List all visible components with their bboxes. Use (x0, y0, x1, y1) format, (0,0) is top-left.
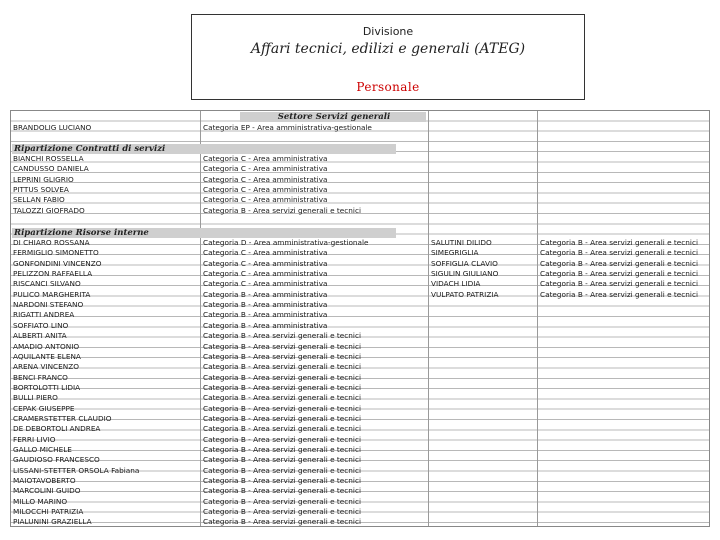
employee-name: SOFFIGLIA CLAVIO (431, 258, 498, 268)
employee-role: Categoria B - Area servizi generali e tecnici (203, 331, 361, 341)
section-header-servizi-generali: Settore Servizi generali (240, 112, 426, 122)
employee-role: Categoria B - Area servizi generali e tecnici (203, 465, 361, 475)
employee-role: Categoria C - Area amministrativa (203, 164, 328, 174)
employee-role: Categoria C - Area amministrativa (203, 185, 328, 195)
employee-role: Categoria B - Area servizi generali e tecnici (540, 258, 698, 268)
employee-name: PIALUNINI GRAZIELLA (13, 517, 92, 527)
employee-name: ARENA VINCENZO (13, 362, 79, 372)
employee-role: Categoria C - Area amministrativa (203, 279, 328, 289)
employee-role: Categoria B - Area amministrativa (203, 289, 328, 299)
employee-name: SIMEGRIGLIA (431, 248, 479, 258)
employee-name: MAIOTAVOBERTO (13, 476, 76, 486)
employee-name: GAUDIOSO FRANCESCO (13, 455, 100, 465)
employee-name: BENCI FRANCO (13, 372, 68, 382)
employee-name: RISCANCI SILVANO (13, 279, 81, 289)
employee-role: Categoria B - Area servizi generali e tecnici (203, 205, 361, 215)
division-subtitle: Affari tecnici, edilizi e generali (ATEG) (250, 41, 526, 57)
employee-name: TALOZZI GIOFRADO (13, 205, 85, 215)
employee-role: Categoria B - Area servizi generali e tecnici (203, 517, 361, 527)
employee-role: Categoria B - Area servizi generali e tecnici (540, 269, 698, 279)
employee-name: PELIZZON RAFFAELLA (13, 269, 93, 279)
employee-role: Categoria C - Area amministrativa (203, 258, 328, 268)
employee-name: PULICO MARGHERITA (13, 289, 91, 299)
employee-role: Categoria B - Area servizi generali e tecnici (203, 486, 361, 496)
employee-name: AMADIO ANTONIO (13, 341, 80, 351)
employee-name: MILLO MARINO (13, 496, 68, 506)
employee-role: Categoria D - Area amministrativa-gestionale (203, 238, 369, 247)
employee-name: GALLO MICHELE (13, 445, 72, 454)
employee-role: Categoria B - Area servizi generali e tecnici (203, 434, 361, 444)
employee-role: Categoria B - Area servizi generali e tecnici (203, 382, 361, 392)
employee-role: Categoria C - Area amministrativa (203, 174, 328, 184)
employee-name: DI CHIARO ROSSANA (13, 238, 90, 247)
header-box (191, 14, 585, 100)
employee-role: Categoria B - Area servizi generali e tecnici (203, 403, 361, 413)
employee-name: CANDUSSO DANIELA (13, 164, 89, 174)
employee-role: Categoria C - Area amministrativa (203, 269, 328, 279)
employee-name: ALBERTI ANITA (13, 331, 67, 341)
employee-name: VIDACH LIDIA (431, 279, 481, 289)
employee-name: MILOCCHI PATRIZIA (13, 507, 84, 517)
employee-role: Categoria B - Area servizi generali e tecnici (203, 507, 361, 517)
employee-role: Categoria B - Area servizi generali e tecnici (203, 362, 361, 372)
employee-name: PITTUS SOLVEA (13, 185, 69, 195)
employee-name: BRANDOLIG LUCIANO (13, 123, 92, 132)
employee-role: Categoria B - Area servizi generali e tecnici (203, 476, 361, 486)
employee-name: CRAMERSTETTER CLAUDIO (13, 413, 112, 423)
employee-role: Categoria B - Area servizi generali e tecnici (203, 424, 361, 434)
division-label: Divisione (362, 25, 414, 38)
employee-name: SIGULIN GIULIANO (431, 269, 499, 279)
employee-role: Categoria B - Area amministrativa (203, 320, 328, 330)
section-header-risorse-interne: Ripartizione Risorse interne (12, 228, 396, 238)
employee-role: Categoria B - Area amministrativa (203, 300, 328, 310)
employee-name: RIGATTI ANDREA (13, 310, 75, 320)
employee-name: AQUILANTE ELENA (13, 351, 81, 361)
employee-role: Categoria EP - Area amministrativa-gestionale (203, 123, 372, 132)
employee-role: Categoria B - Area servizi generali e tecnici (203, 341, 361, 351)
employee-name: VULPATO PATRIZIA (431, 289, 499, 299)
employee-name: LISSANI-STETTER ORSOLA Fabiana (13, 465, 140, 475)
employee-name: DE DEBORTOLI ANDREA (13, 424, 101, 434)
employee-role: Categoria B - Area amministrativa (203, 310, 328, 320)
employee-name: SOFFIATO LINO (13, 320, 69, 330)
employee-role: Categoria B - Area servizi generali e tecnici (540, 238, 698, 247)
employee-name: FERMIGLIO SIMONETTO (13, 248, 99, 258)
employee-role: Categoria B - Area servizi generali e tecnici (203, 455, 361, 465)
employee-role: Categoria C - Area amministrativa (203, 154, 328, 163)
employee-name: MARCOLINI GUIDO (13, 486, 81, 496)
employee-role: Categoria B - Area servizi generali e tecnici (540, 279, 698, 289)
employee-name: SALUTINI DILIDO (431, 238, 492, 247)
employee-role: Categoria C - Area amministrativa (203, 248, 328, 258)
employee-name: BORTOLOTTI LIDIA (13, 382, 81, 392)
section-header-contratti: Ripartizione Contratti di servizi (12, 144, 396, 154)
employee-name: FERRI LIVIO (13, 434, 56, 444)
employee-role: Categoria C - Area amministrativa (203, 195, 328, 205)
employee-name: CEPAK GIUSEPPE (13, 403, 75, 413)
employee-role: Categoria B - Area servizi generali e tecnici (203, 351, 361, 361)
employee-role: Categoria B - Area servizi generali e tecnici (203, 393, 361, 403)
employee-role: Categoria B - Area servizi generali e tecnici (540, 248, 698, 258)
employee-role: Categoria B - Area servizi generali e tecnici (203, 413, 361, 423)
personnel-table (10, 110, 710, 527)
employee-name: GONFONDINI VINCENZO (13, 258, 102, 268)
employee-name: BULLI PIERO (13, 393, 58, 403)
employee-name: BIANCHI ROSSELLA (13, 154, 84, 163)
employee-name: LEPRINI GLIGRIO (13, 174, 74, 184)
employee-role: Categoria B - Area servizi generali e tecnici (203, 496, 361, 506)
employee-name: SELLAN FABIO (13, 195, 65, 205)
employee-role: Categoria B - Area servizi generali e tecnici (203, 445, 361, 454)
personnel-title: Personale (356, 80, 420, 94)
employee-name: NARDONI STEFANO (13, 300, 84, 310)
employee-role: Categoria B - Area servizi generali e tecnici (540, 289, 698, 299)
employee-role: Categoria B - Area servizi generali e tecnici (203, 372, 361, 382)
